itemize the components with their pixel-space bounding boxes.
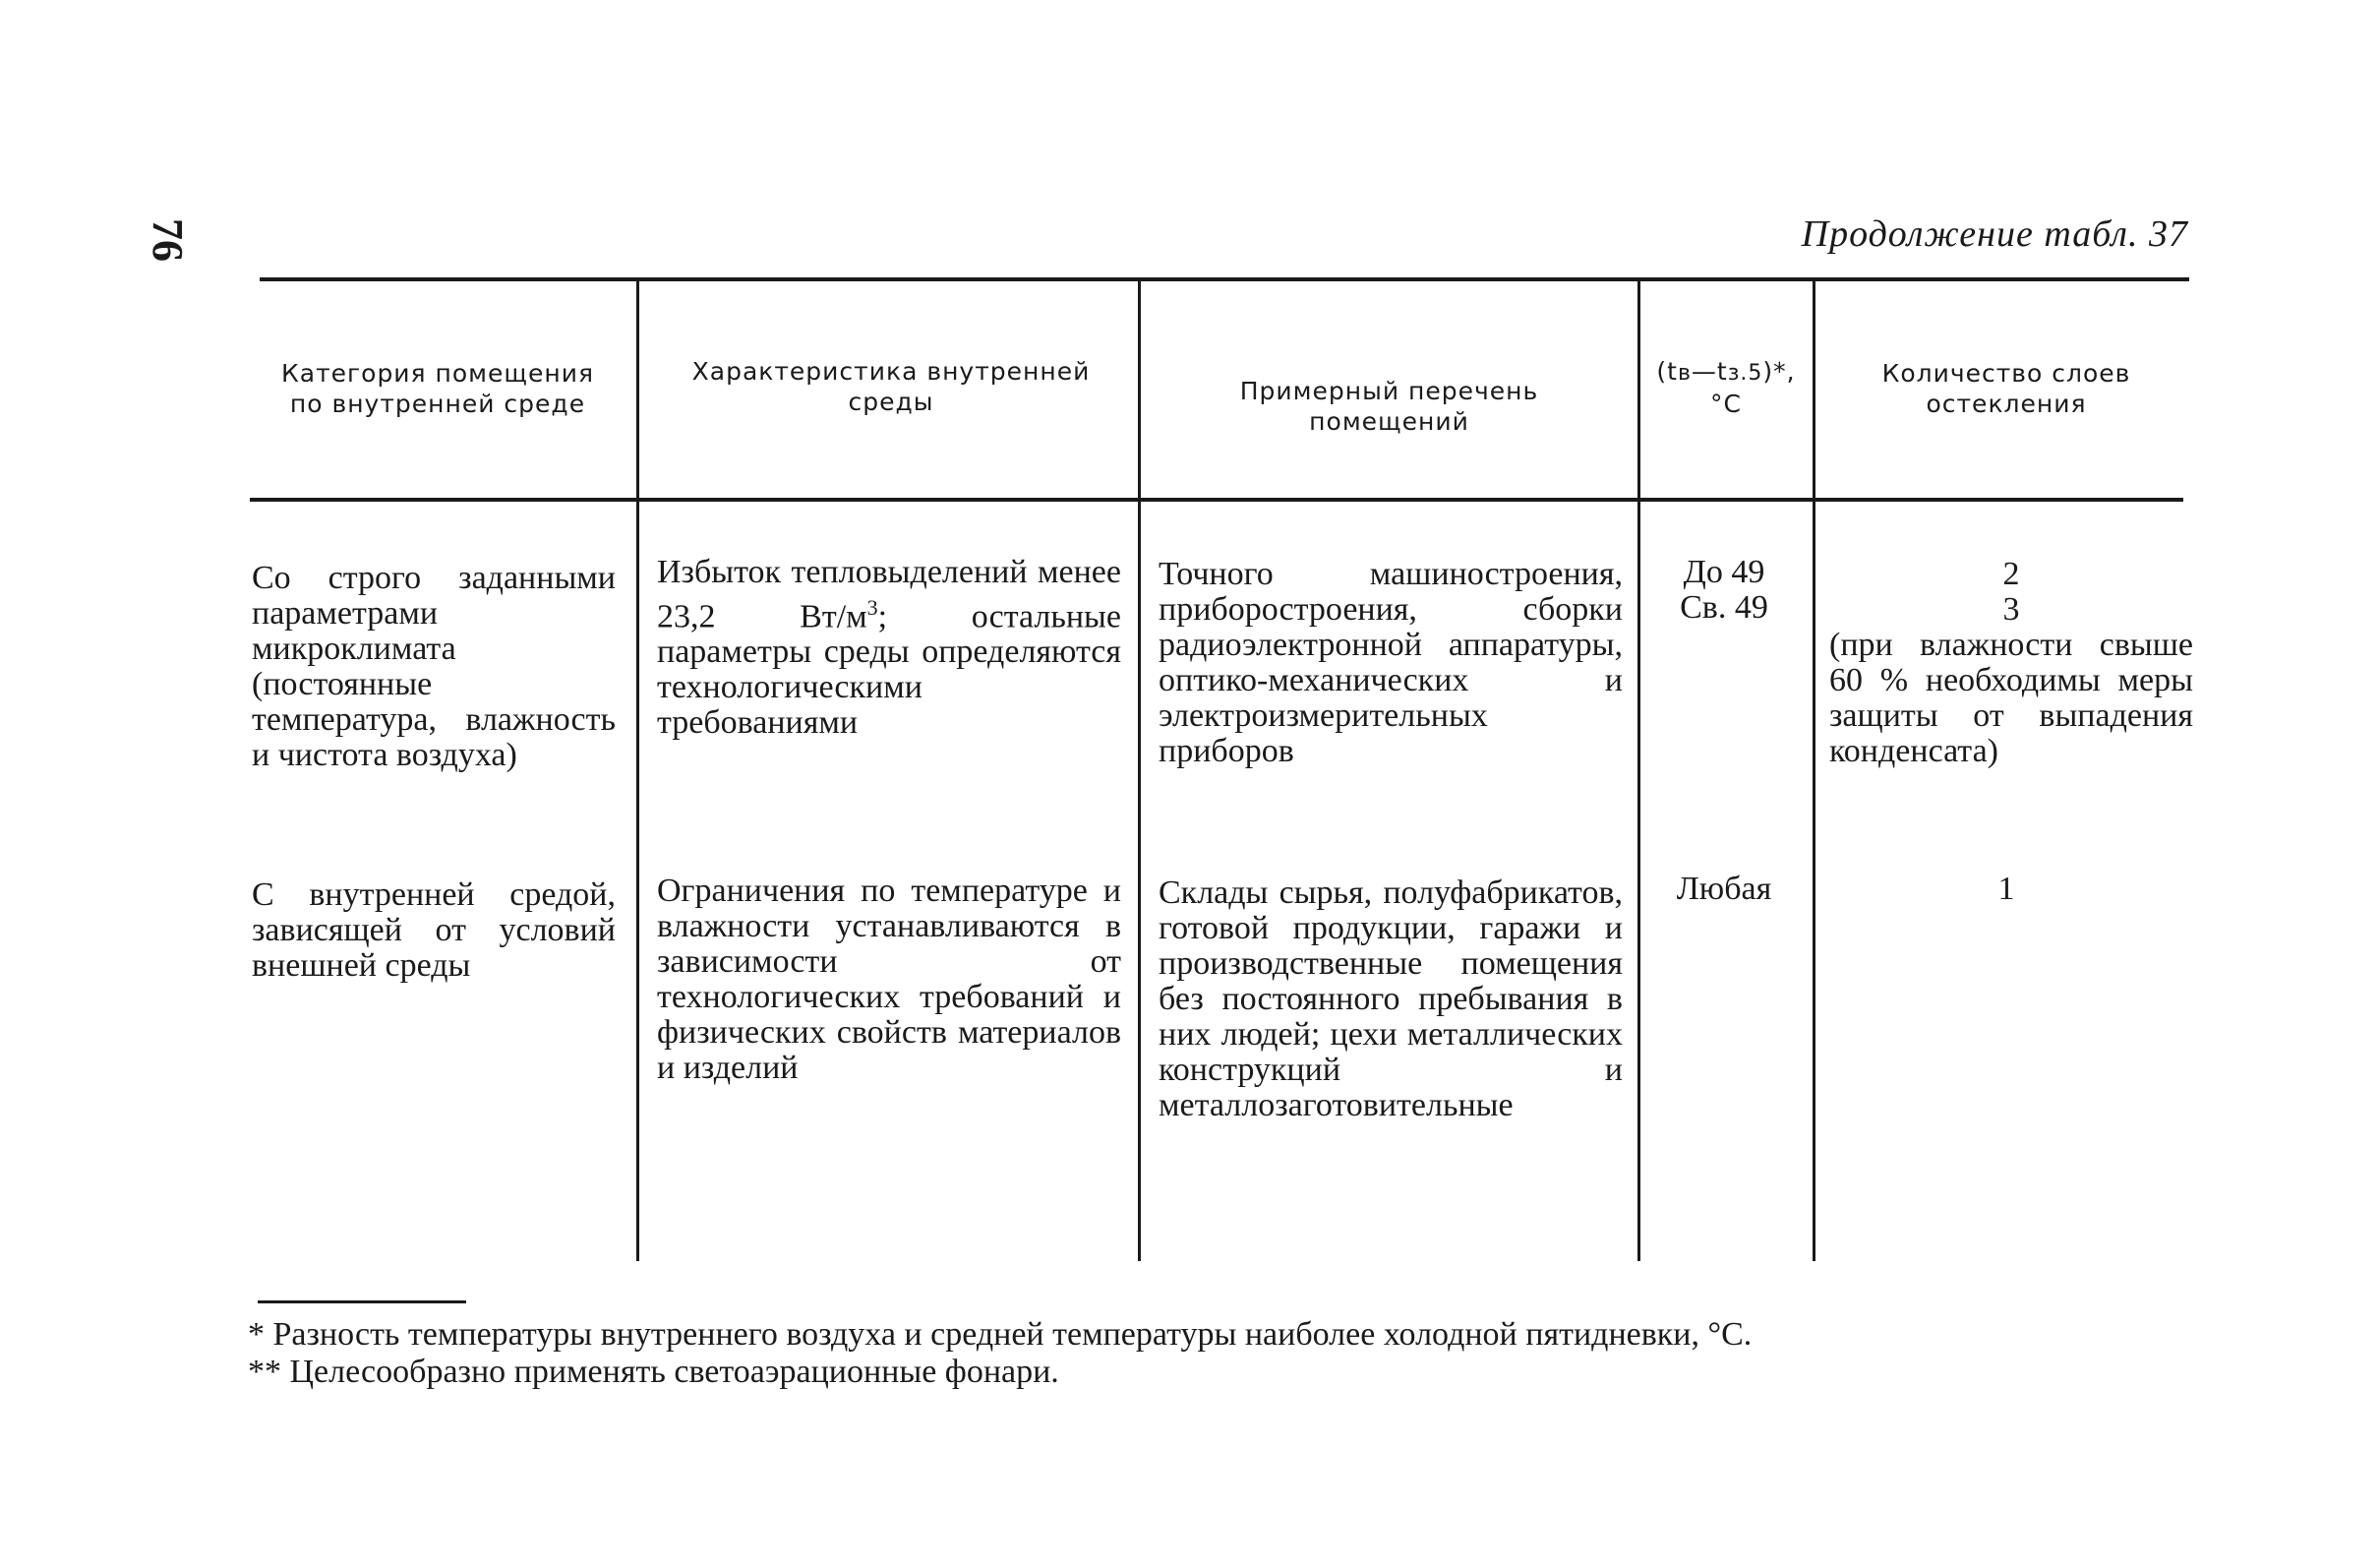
row2-rooms: Склады сырья, полуфабрикатов, готовой продукции, гаражи и производственные помещения без постоянного пребывания в них людей; цехи металлических конструкций и металлозаготовительные — [1159, 874, 1623, 1123]
row1-delta-t-2: Св. 49 — [1680, 589, 1768, 626]
row1-layers-1: 2 — [2002, 556, 2020, 592]
row2-characteristic: Ограничения по температуре и влажности устанавливаются в зависимости от технологических требований и физических свойств материалов и изделий — [657, 873, 1121, 1086]
row1-characteristic-rest: ; остальные параметры среды определяются технологическими требованиями — [657, 598, 1121, 742]
header-delta-t-close: )*, — [1762, 357, 1796, 386]
table-top-rule — [260, 277, 2189, 281]
column-divider-1 — [636, 279, 639, 1261]
row1-characteristic — [657, 555, 1121, 741]
row1-layers — [1829, 557, 2193, 769]
row2-layers: 1 — [1997, 871, 2015, 907]
header-rooms: Примерный перечень помещений — [1239, 377, 1539, 436]
row2-category: С внутренней средой, зависящей от условий внешней среды — [252, 876, 616, 984]
header-layers: Количество слоев остекления — [1881, 359, 2131, 418]
header-category: Категория помещения по внутренней среде — [281, 359, 594, 418]
header-delta-t — [1640, 356, 1812, 419]
header-characteristic: Характеристика внутренней среды — [691, 357, 1091, 416]
row1-layers-note: (при влажности свыше 60 % необходимы меры защиты от выпадения конденсата) — [1829, 627, 2193, 769]
footnote-1: * Разность температуры внутреннего воздуха и средней температуры наиболее холодной пятидневки, °С. — [248, 1316, 1753, 1353]
column-divider-2 — [1138, 279, 1141, 1261]
header-delta-t-mid: —t — [1691, 357, 1728, 386]
footnote-2: ** Целесообразно применять светоаэрационные фонари. — [248, 1354, 1059, 1390]
column-divider-3 — [1637, 279, 1640, 1261]
row1-layers-2: 3 — [2002, 591, 2020, 628]
row1-delta-t-1: До 49 — [1683, 554, 1765, 590]
header-delta-t-sub2: з.5 — [1727, 361, 1763, 386]
table-continuation-caption: Продолжение табл. 37 — [1801, 213, 2188, 255]
page-number: 76 — [144, 218, 192, 262]
footnote-separator — [258, 1300, 466, 1303]
table-header-rule — [250, 498, 2183, 502]
row2-delta-t: Любая — [1676, 871, 1772, 907]
row1-delta-t — [1640, 555, 1808, 626]
row1-rooms: Точного машиностроения, приборостроения, сборки радиоэлектронной аппаратуры, оптико-механических и электроизмерительных приборов — [1159, 556, 1623, 769]
header-delta-t-unit: °С — [1710, 390, 1742, 418]
header-delta-t-sub1: в — [1677, 361, 1692, 386]
row1-category: Со строго заданными параметрами микроклимата (постоянные температура, влажность и чистота воздуха) — [252, 560, 616, 773]
header-delta-t-open: (t — [1656, 357, 1678, 386]
column-divider-4 — [1813, 279, 1815, 1261]
row1-characteristic-main: Избыток тепловыделений менее 23,2 Вт/м — [657, 554, 1121, 635]
row1-characteristic-superscript: 3 — [866, 595, 878, 620]
